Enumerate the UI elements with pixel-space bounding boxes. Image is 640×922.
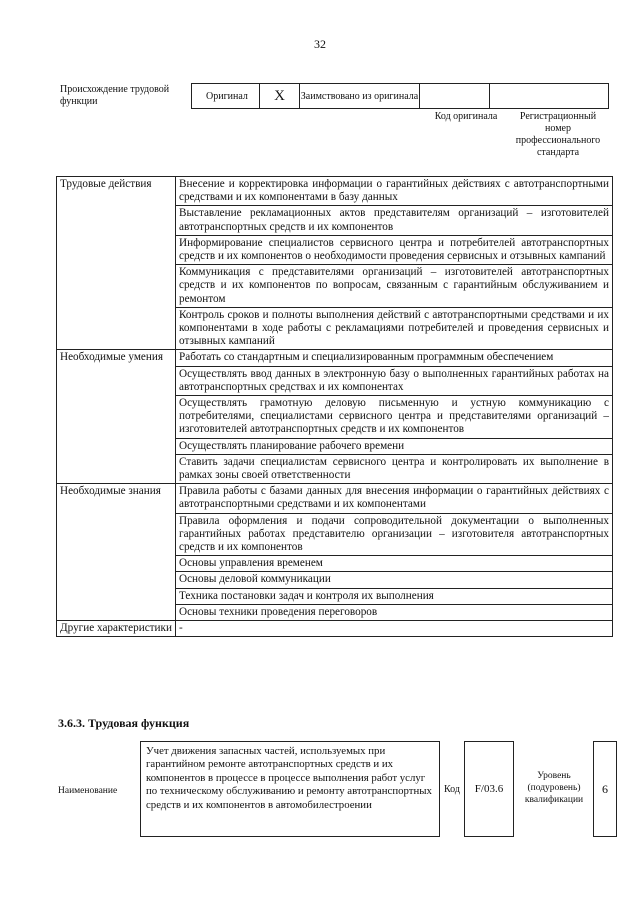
table-cell: Основы управления временем [176,556,613,572]
labor-function-table [56,176,613,637]
table-cell: Основы техники проведения переговоров [176,604,613,620]
table-cell: Осуществлять грамотную деловую письменную и устную коммуникацию с потребителями, специалистами сервисного центра и представителями организаций – изготовителей автотранспортных средств и их компонентов [176,396,613,439]
level-value: 6 [593,741,617,837]
table-cell: Внесение и корректировка информации о гарантийных действиях с автотранспортными средствами и их компонентами в базу данных [176,177,613,206]
table-cell: Ставить задачи специалистам сервисного центра и контролировать их выполнение в рамках зоны своей ответственности [176,454,613,483]
table-cell: - [176,621,613,637]
table-row [57,484,613,513]
table-row [57,350,613,366]
table-cell: Выставление рекламационных актов представителям организаций – изготовителей автотранспортных средств и их компонентов [176,206,613,235]
table-cell: Работать со стандартным и специализированным программным обеспечением [176,350,613,366]
borrowed-cell: Заимствовано из оригинала [300,84,420,108]
row-heading: Необходимые умения [57,350,176,484]
original-mark: X [260,84,300,108]
code-caption: Код оригинала [434,111,498,122]
row-heading: Другие характеристики [57,621,176,637]
row-heading: Трудовые действия [57,177,176,350]
registration-caption: Регистрационный номер профессионального стандарта [515,111,601,158]
row-heading: Необходимые знания [57,484,176,621]
table-cell: Информирование специалистов сервисного центра и потребителей автотранспортных средств и их компонентов о необходимости проведения сервисных и отзывных кампаний [176,235,613,264]
table-cell: Основы деловой коммуникации [176,572,613,588]
registration-number-cell [490,84,608,108]
level-label: Уровень (подуровень) квалификации [524,771,584,805]
name-label: Наименование [58,786,118,796]
code-label: Код [444,784,460,795]
table-cell: Правила оформления и подачи сопроводительной документации о выполненных гарантийных работах представителю организации – изготовителя автотранспортных средств и их компонентов [176,513,613,556]
origin-label: Происхождение трудовой функции [60,84,170,107]
function-name: Учет движения запасных частей, используемых при гарантийном ремонте автотранспортных средств и их компонентов в процессе в процессе выполнения работ услуг по техническому обслуживанию и ремонту автотранспортных средств и их компонентов в автомобилестроении [140,741,440,837]
page-number: 32 [314,37,326,51]
table-cell: Осуществлять ввод данных в электронную базу о выполненных гарантийных работах на автотранспортных средствах и их компонентах [176,366,613,395]
table-cell: Правила работы с базами данных для внесения информации о гарантийных действиях с автотранспортными средствами и их компонентами [176,484,613,513]
original-code-cell [420,84,490,108]
table-cell: Коммуникация с представителями организаций – изготовителей автотранспортных средств и их компонентов по вопросам, связанным с гарантийным обслуживанием и ремонтом [176,265,613,308]
origin-row [191,83,609,109]
table-row [57,621,613,637]
table-cell: Контроль сроков и полноты выполнения действий с автотранспортными средствами и их компонентами в ходе работы с рекламациями потребителей и проведения сервисных и отзывных кампаний [176,307,613,350]
section-title: 3.6.3. Трудовая функция [58,716,190,730]
code-value: F/03.6 [464,741,514,837]
table-cell: Осуществлять планирование рабочего времени [176,438,613,454]
table-cell: Техника постановки задач и контроля их выполнения [176,588,613,604]
original-cell: Оригинал [192,84,260,108]
table-row [57,177,613,206]
